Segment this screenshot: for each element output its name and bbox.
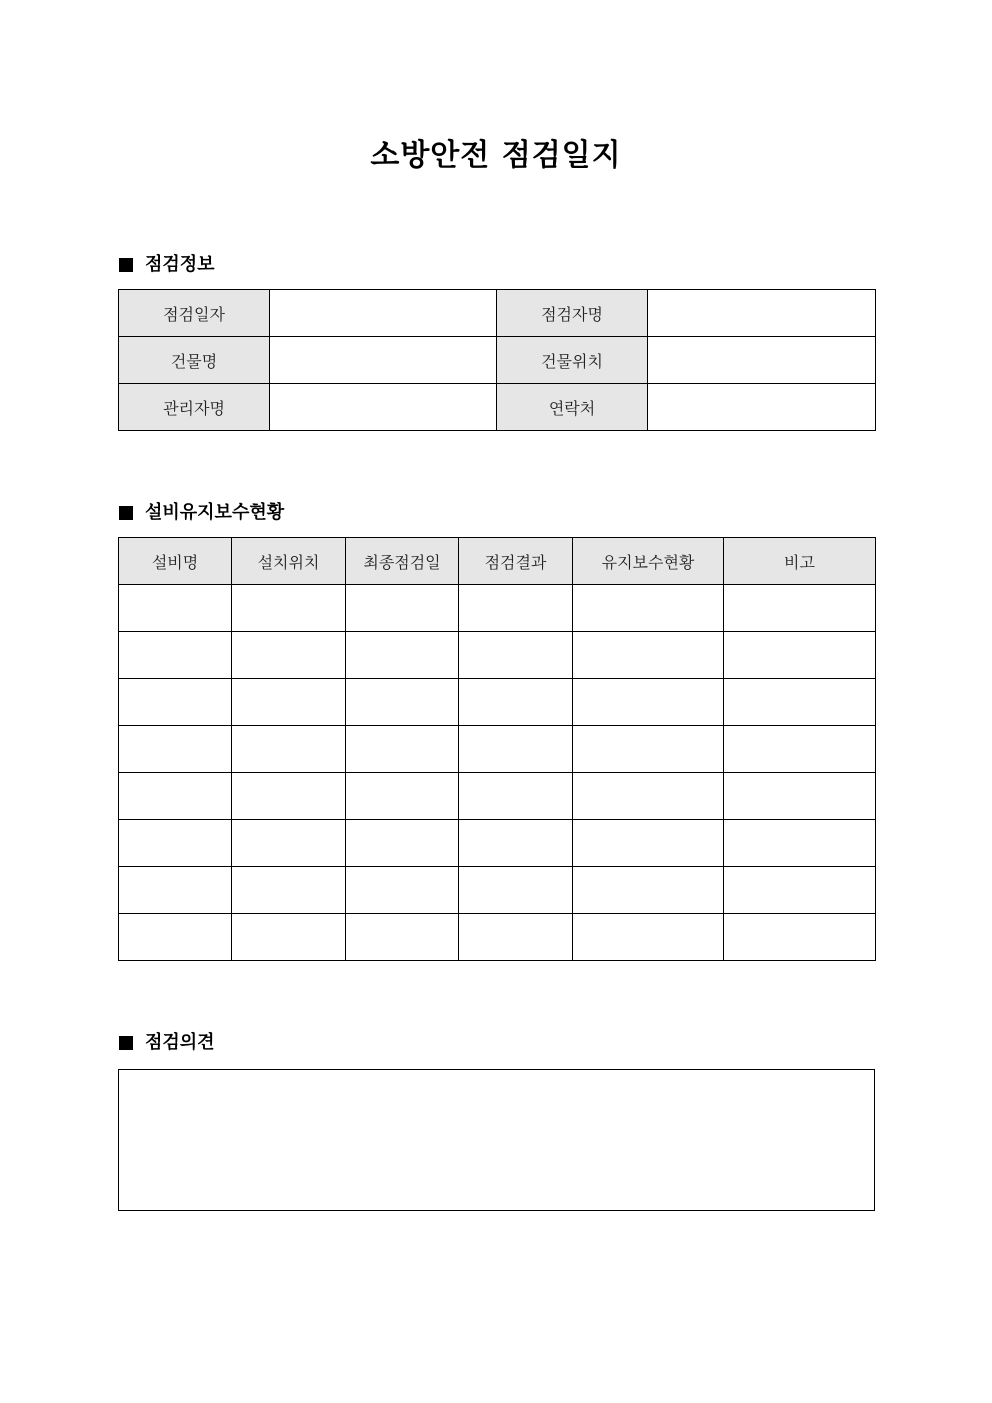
table-cell[interactable] [346, 679, 459, 726]
section-heading-label: 설비유지보수현황 [145, 502, 285, 523]
column-header: 최종점검일 [346, 538, 459, 585]
table-cell[interactable] [346, 867, 459, 914]
table-cell[interactable] [724, 914, 876, 961]
table-cell[interactable] [346, 585, 459, 632]
table-cell[interactable] [459, 679, 573, 726]
table-cell[interactable] [232, 632, 346, 679]
table-cell[interactable] [724, 867, 876, 914]
info-label: 관리자명 [119, 384, 270, 431]
table-cell[interactable] [573, 773, 724, 820]
table-cell[interactable] [232, 820, 346, 867]
table-cell[interactable] [724, 585, 876, 632]
table-cell[interactable] [232, 773, 346, 820]
column-header: 비고 [724, 538, 876, 585]
table-cell[interactable] [459, 914, 573, 961]
table-cell[interactable] [119, 632, 232, 679]
table-cell[interactable] [346, 773, 459, 820]
info-value-field[interactable] [270, 337, 497, 384]
table-cell[interactable] [724, 679, 876, 726]
table-row [119, 914, 876, 961]
table-cell[interactable] [459, 867, 573, 914]
table-cell[interactable] [459, 726, 573, 773]
table-cell[interactable] [119, 679, 232, 726]
table-cell[interactable] [232, 867, 346, 914]
table-cell[interactable] [119, 585, 232, 632]
table-cell[interactable] [573, 867, 724, 914]
table-cell[interactable] [232, 914, 346, 961]
info-value-field[interactable] [648, 384, 876, 431]
table-row [119, 585, 876, 632]
info-row [119, 384, 876, 431]
table-cell[interactable] [119, 820, 232, 867]
table-cell[interactable] [119, 726, 232, 773]
table-row [119, 632, 876, 679]
table-header-row [119, 538, 876, 585]
table-cell[interactable] [573, 632, 724, 679]
page-title: 소방안전 점검일지 [370, 138, 622, 173]
info-table [118, 289, 876, 431]
table-cell[interactable] [459, 773, 573, 820]
table-cell[interactable] [119, 914, 232, 961]
table-cell[interactable] [724, 726, 876, 773]
info-row [119, 290, 876, 337]
section-heading-label: 점검정보 [145, 254, 215, 275]
info-label: 연락처 [497, 384, 648, 431]
info-value-field[interactable] [270, 290, 497, 337]
table-cell[interactable] [573, 726, 724, 773]
table-row [119, 820, 876, 867]
table-cell[interactable] [724, 820, 876, 867]
table-cell[interactable] [724, 632, 876, 679]
info-label: 건물위치 [497, 337, 648, 384]
square-bullet-icon [119, 258, 133, 272]
square-bullet-icon [119, 1036, 133, 1050]
table-cell[interactable] [232, 726, 346, 773]
table-cell[interactable] [346, 820, 459, 867]
section-heading-label: 점검의견 [145, 1032, 215, 1053]
table-row [119, 773, 876, 820]
column-header: 점검결과 [459, 538, 573, 585]
table-cell[interactable] [724, 773, 876, 820]
table-cell[interactable] [459, 632, 573, 679]
table-row [119, 867, 876, 914]
info-label: 건물명 [119, 337, 270, 384]
info-label: 점검자명 [497, 290, 648, 337]
info-value-field[interactable] [270, 384, 497, 431]
column-header: 유지보수현황 [573, 538, 724, 585]
table-cell[interactable] [346, 726, 459, 773]
table-cell[interactable] [459, 585, 573, 632]
section-heading-maintenance [119, 501, 284, 525]
table-row [119, 679, 876, 726]
column-header: 설치위치 [232, 538, 346, 585]
table-cell[interactable] [573, 585, 724, 632]
table-cell[interactable] [346, 914, 459, 961]
info-value-field[interactable] [648, 337, 876, 384]
table-cell[interactable] [119, 773, 232, 820]
table-cell[interactable] [573, 679, 724, 726]
table-cell[interactable] [119, 867, 232, 914]
table-cell[interactable] [459, 820, 573, 867]
table-cell[interactable] [573, 914, 724, 961]
table-cell[interactable] [232, 585, 346, 632]
square-bullet-icon [119, 506, 133, 520]
table-cell[interactable] [573, 820, 724, 867]
info-label: 점검일자 [119, 290, 270, 337]
table-row [119, 726, 876, 773]
info-row [119, 337, 876, 384]
section-heading-opinion [119, 1031, 215, 1055]
table-cell[interactable] [232, 679, 346, 726]
opinion-text-area[interactable] [118, 1069, 875, 1211]
column-header: 설비명 [119, 538, 232, 585]
table-cell[interactable] [346, 632, 459, 679]
maintenance-table [118, 537, 876, 961]
info-value-field[interactable] [648, 290, 876, 337]
section-heading-info [119, 253, 215, 277]
